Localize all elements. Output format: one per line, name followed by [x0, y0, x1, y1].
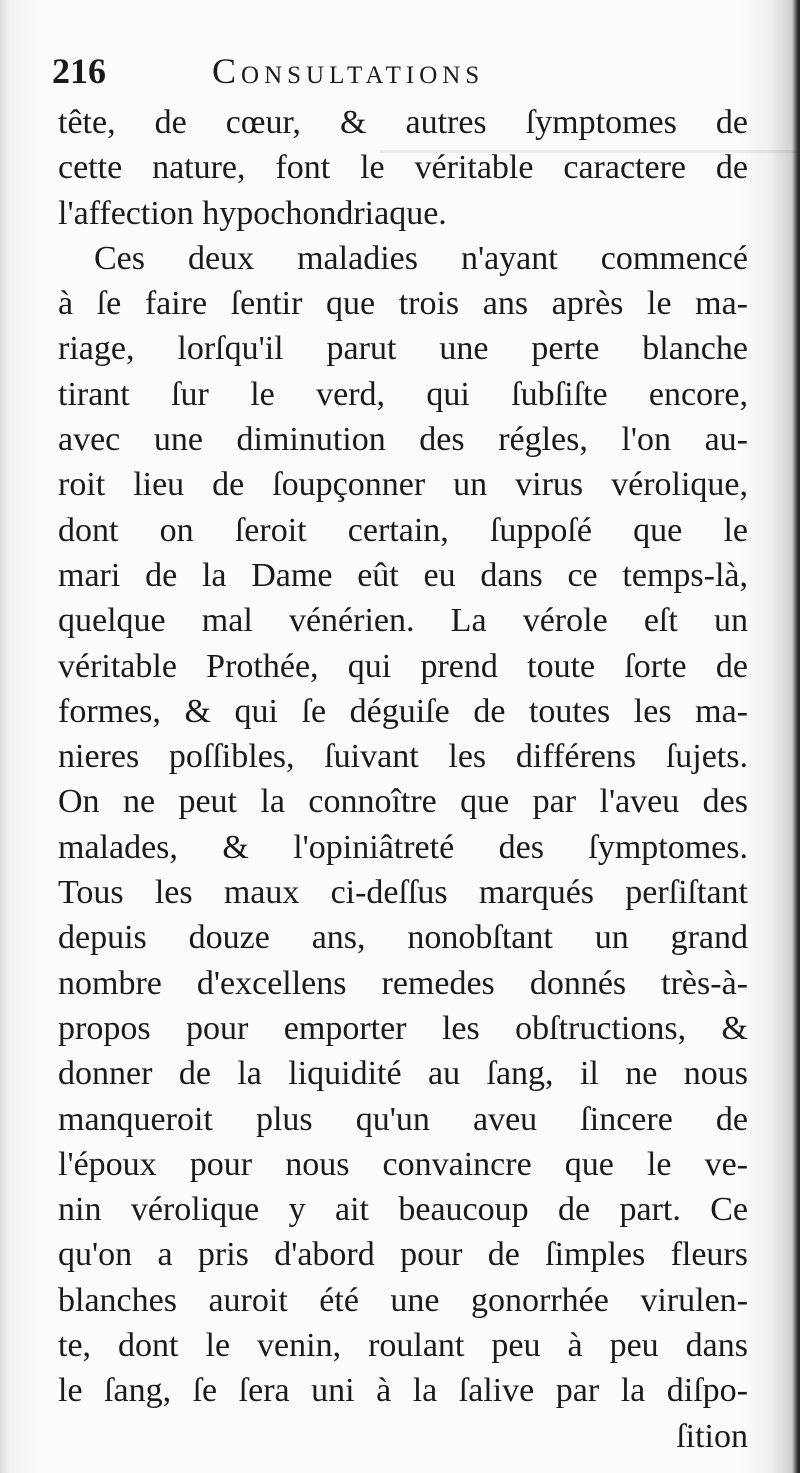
text-line: donner de la liquidité au ſang, il ne nous	[58, 1055, 748, 1093]
text-line: malades, & l'opiniâtreté des ſymptomes.	[58, 828, 748, 866]
text-line: depuis douze ans, nonobſtant un grand	[58, 919, 748, 957]
text-line: l'affection hypochondriaque.	[58, 194, 447, 232]
text-line: à ſe faire ſentir que trois ans après le ma-	[58, 285, 748, 323]
text-line: le ſang, ſe ſera uni à la ſalive par la diſpo-	[58, 1372, 748, 1410]
text-line: tirant ſur le verd, qui ſubſiſte encore,	[58, 375, 748, 413]
text-line: blanches auroit été une gonorrhée virulen-	[58, 1281, 748, 1319]
text-line: manqueroit plus qu'un aveu ſincere de	[58, 1100, 748, 1138]
text-line: avec une diminution des régles, l'on au-	[58, 421, 748, 459]
page-number: 216	[52, 51, 106, 91]
text-line: l'époux pour nous convaincre que le ve-	[58, 1145, 748, 1183]
text-line: On ne peut la connoître que par l'aveu des	[58, 783, 748, 821]
text-line: riage, lorſqu'il parut une perte blanche	[58, 330, 748, 368]
text-line: dont on ſeroit certain, ſuppoſé que le	[58, 511, 748, 549]
text-line: quelque mal vénérien. La vérole eſt un	[58, 602, 748, 640]
text-line: mari de la Dame eût eu dans ce temps-là,	[58, 556, 748, 594]
text-line: roit lieu de ſoupçonner un virus vérolique,	[58, 466, 748, 504]
body-text	[58, 100, 748, 1459]
text-line: nieres poſſibles, ſuivant les différens ſujets.	[58, 738, 748, 776]
text-line: qu'on a pris d'abord pour de ſimples fleurs	[58, 1236, 748, 1274]
paragraph-start-line: Ces deux maladies n'ayant commencé	[94, 239, 748, 277]
text-line: formes, & qui ſe déguiſe de toutes les ma-	[58, 692, 748, 730]
catchword: ſition	[676, 1417, 748, 1455]
text-line: propos pour emporter les obſtructions, &	[58, 1009, 748, 1047]
running-title: Consultations	[212, 51, 485, 91]
text-line: tête, de cœur, & autres ſymptomes de	[58, 104, 748, 141]
text-line: te, dont le venin, roulant peu à peu dans	[58, 1327, 748, 1365]
running-head	[52, 46, 772, 96]
text-line: cette nature, font le véritable caractere de	[58, 149, 748, 187]
text-line: Tous les maux ci-deſſus marqués perſiſtant	[58, 874, 748, 912]
text-line: véritable Prothée, qui prend toute ſorte de	[58, 647, 748, 685]
text-line: nombre d'excellens remedes donnés très-à-	[58, 964, 748, 1002]
text-line: nin vérolique y ait beaucoup de part. Ce	[58, 1191, 748, 1229]
